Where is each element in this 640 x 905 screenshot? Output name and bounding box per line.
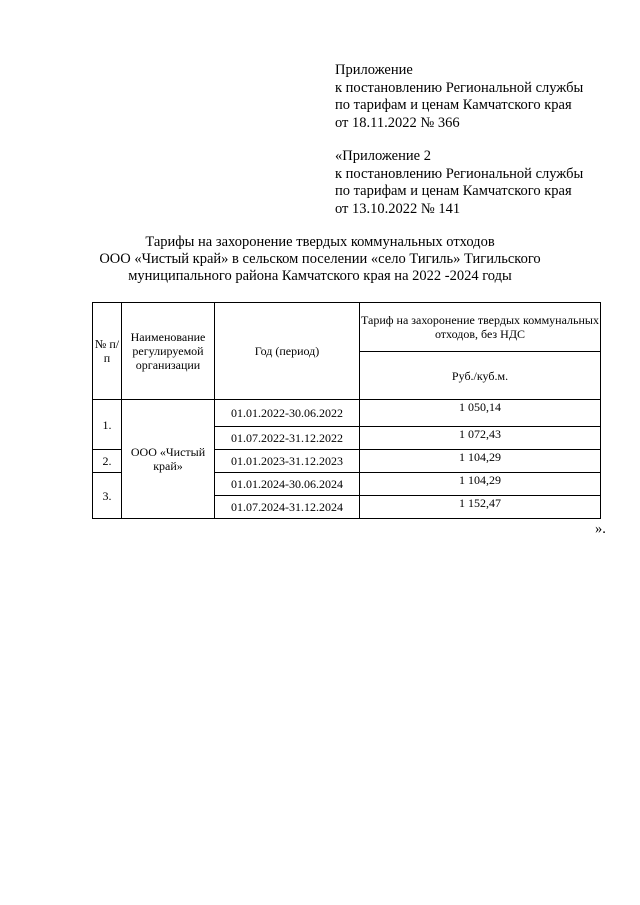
row-number: 1. [93, 400, 122, 450]
tariff-value: 1 104,29 [360, 450, 601, 473]
tariff-value: 1 104,29 [360, 473, 601, 496]
original-appendix-header [335, 148, 630, 218]
period-cell: 01.01.2023-31.12.2023 [215, 450, 360, 473]
appendix-line: «Приложение 2 [335, 148, 431, 164]
period-cell: 01.01.2024-30.06.2024 [215, 473, 360, 496]
header-unit: Руб./куб.м. [360, 352, 601, 400]
row-number: 3. [93, 473, 122, 519]
appendix-line: по тарифам и ценам Камчатского края [335, 97, 572, 113]
period-cell: 01.01.2022-30.06.2022 [215, 400, 360, 427]
tariff-value: 1 072,43 [360, 427, 601, 450]
document-title [95, 234, 545, 285]
closing-quote-mark: ». [595, 521, 606, 537]
period-cell: 01.07.2024-31.12.2024 [215, 496, 360, 519]
appendix-line: от 13.10.2022 № 141 [335, 200, 461, 217]
header-period: Год (период) [215, 303, 360, 400]
appendix-line: к постановлению Региональной службы [335, 165, 584, 182]
header-number: № п/п [93, 303, 122, 400]
appendix-line: Приложение [335, 62, 413, 78]
organization-cell: ООО «Чистый край» [122, 400, 215, 519]
header-organization: Наименование регулируемой организации [122, 303, 215, 400]
header-tariff: Тариф на захоронение твердых коммунальных отходов, без НДС [360, 303, 601, 352]
row-number: 2. [93, 450, 122, 473]
period-cell: 01.07.2022-31.12.2022 [215, 427, 360, 450]
table-row [93, 400, 601, 427]
appendix-line: к постановлению Региональной службы [335, 79, 584, 96]
title-line: муниципального района Камчатского края на 2022 -2024 годы [128, 268, 512, 284]
title-line: Тарифы на захоронение твердых коммунальных отходов [145, 234, 495, 250]
appendix-header [335, 62, 630, 132]
tariff-value: 1 050,14 [360, 400, 601, 427]
tariff-value: 1 152,47 [360, 496, 601, 519]
title-line: ООО «Чистый край» в сельском поселении «село Тигиль» Тигильского [99, 251, 541, 267]
appendix-line: по тарифам и ценам Камчатского края [335, 183, 572, 199]
tariff-table [92, 302, 601, 519]
appendix-line: от 18.11.2022 № 366 [335, 114, 460, 131]
